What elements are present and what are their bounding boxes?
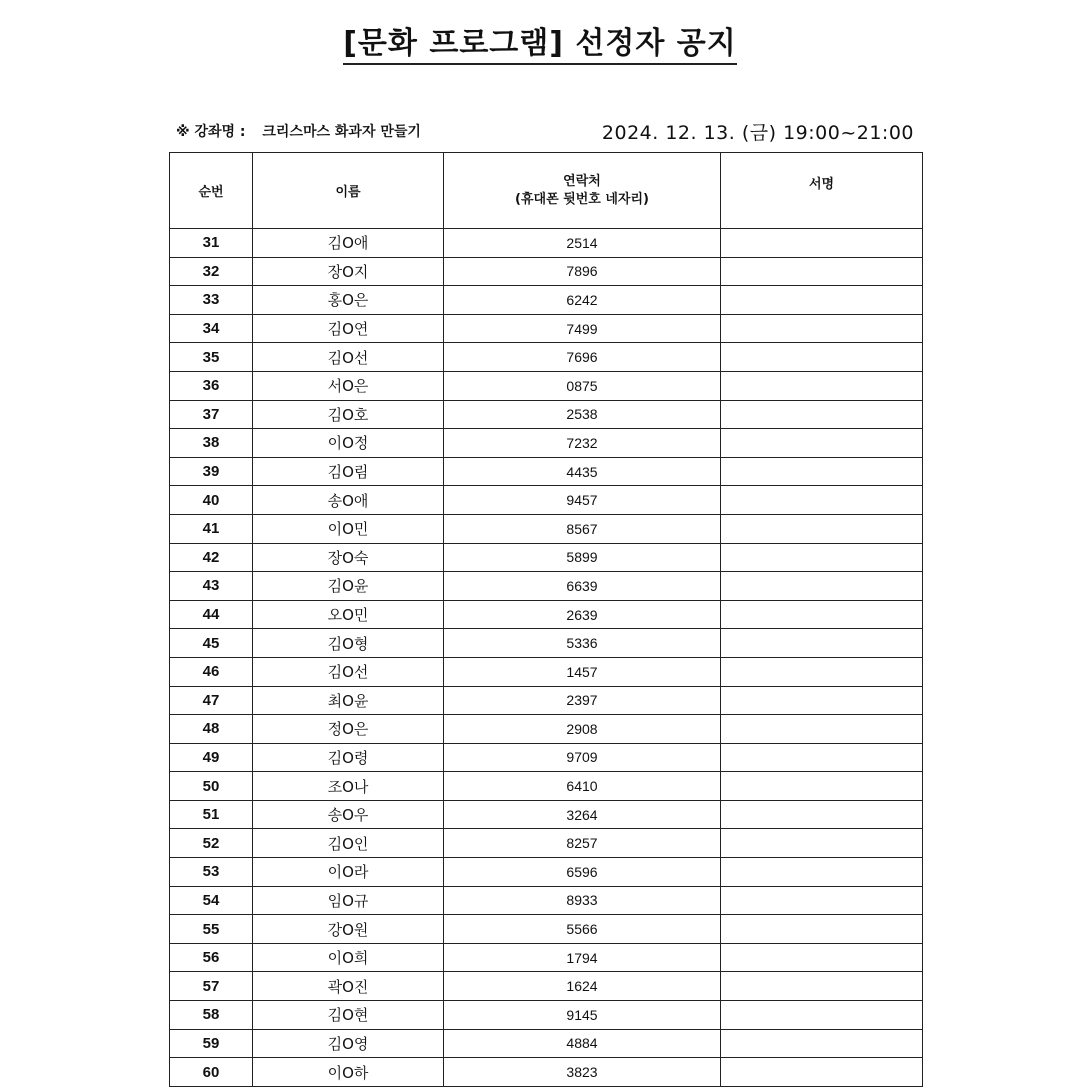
row-phone: 7499 xyxy=(444,314,721,343)
row-phone: 9145 xyxy=(444,1001,721,1030)
row-phone: 5566 xyxy=(444,915,721,944)
row-number: 47 xyxy=(170,686,253,715)
table-row xyxy=(170,829,923,858)
table-row xyxy=(170,514,923,543)
row-phone: 2397 xyxy=(444,686,721,715)
row-signature-cell[interactable] xyxy=(721,943,923,972)
table-row xyxy=(170,486,923,515)
row-signature-cell[interactable] xyxy=(721,657,923,686)
row-phone: 6242 xyxy=(444,286,721,315)
table-row xyxy=(170,686,923,715)
row-name: 김O인 xyxy=(253,829,444,858)
course-info xyxy=(176,121,421,141)
row-signature-cell[interactable] xyxy=(721,1058,923,1087)
row-number: 56 xyxy=(170,943,253,972)
table-row xyxy=(170,1058,923,1087)
row-number: 43 xyxy=(170,572,253,601)
header-contact-line2: (휴대폰 뒷번호 네자리) xyxy=(515,191,649,207)
row-name: 이O정 xyxy=(253,429,444,458)
row-name: 홍O은 xyxy=(253,286,444,315)
row-phone: 1624 xyxy=(444,972,721,1001)
row-name: 김O선 xyxy=(253,343,444,372)
row-name: 김O령 xyxy=(253,743,444,772)
row-signature-cell[interactable] xyxy=(721,886,923,915)
row-phone: 6410 xyxy=(444,772,721,801)
row-phone: 6639 xyxy=(444,572,721,601)
row-phone: 2514 xyxy=(444,229,721,258)
row-signature-cell[interactable] xyxy=(721,572,923,601)
row-number: 54 xyxy=(170,886,253,915)
table-row xyxy=(170,743,923,772)
row-number: 49 xyxy=(170,743,253,772)
table-row xyxy=(170,543,923,572)
row-phone: 1457 xyxy=(444,657,721,686)
row-number: 51 xyxy=(170,800,253,829)
table-row xyxy=(170,457,923,486)
row-phone: 7232 xyxy=(444,429,721,458)
row-phone: 2538 xyxy=(444,400,721,429)
row-phone: 2639 xyxy=(444,600,721,629)
table-row xyxy=(170,1029,923,1058)
row-phone: 0875 xyxy=(444,371,721,400)
row-number: 59 xyxy=(170,1029,253,1058)
row-signature-cell[interactable] xyxy=(721,429,923,458)
row-name: 정O은 xyxy=(253,715,444,744)
row-name: 김O애 xyxy=(253,229,444,258)
table-row xyxy=(170,600,923,629)
row-name: 강O원 xyxy=(253,915,444,944)
row-number: 32 xyxy=(170,257,253,286)
row-phone: 4435 xyxy=(444,457,721,486)
row-number: 55 xyxy=(170,915,253,944)
row-name: 이O라 xyxy=(253,858,444,887)
table-row xyxy=(170,257,923,286)
table-row xyxy=(170,429,923,458)
row-number: 37 xyxy=(170,400,253,429)
row-number: 40 xyxy=(170,486,253,515)
row-signature-cell[interactable] xyxy=(721,514,923,543)
header-signature: 서명 xyxy=(721,153,923,229)
row-number: 50 xyxy=(170,772,253,801)
row-number: 34 xyxy=(170,314,253,343)
course-label: ※ 강좌명 : xyxy=(176,124,246,140)
row-signature-cell[interactable] xyxy=(721,772,923,801)
row-number: 42 xyxy=(170,543,253,572)
row-phone: 8933 xyxy=(444,886,721,915)
row-name: 김O현 xyxy=(253,1001,444,1030)
table-row xyxy=(170,572,923,601)
row-name: 조O나 xyxy=(253,772,444,801)
row-number: 39 xyxy=(170,457,253,486)
table-row xyxy=(170,915,923,944)
row-signature-cell[interactable] xyxy=(721,829,923,858)
row-signature-cell[interactable] xyxy=(721,629,923,658)
row-number: 46 xyxy=(170,657,253,686)
table-row xyxy=(170,800,923,829)
row-name: 김O호 xyxy=(253,400,444,429)
header-name: 이름 xyxy=(253,153,444,229)
course-name: 크리스마스 화과자 만들기 xyxy=(262,124,421,140)
row-number: 60 xyxy=(170,1058,253,1087)
table-row xyxy=(170,400,923,429)
row-number: 38 xyxy=(170,429,253,458)
row-phone: 3264 xyxy=(444,800,721,829)
row-number: 58 xyxy=(170,1001,253,1030)
row-number: 44 xyxy=(170,600,253,629)
header-contact-line1: 연락처 xyxy=(563,173,601,189)
row-name: 김O형 xyxy=(253,629,444,658)
row-phone: 8257 xyxy=(444,829,721,858)
row-number: 31 xyxy=(170,229,253,258)
row-phone: 7696 xyxy=(444,343,721,372)
table-row xyxy=(170,772,923,801)
row-signature-cell[interactable] xyxy=(721,600,923,629)
row-phone: 3823 xyxy=(444,1058,721,1087)
row-signature-cell[interactable] xyxy=(721,343,923,372)
table-row xyxy=(170,1001,923,1030)
row-signature-cell[interactable] xyxy=(721,314,923,343)
row-number: 33 xyxy=(170,286,253,315)
row-name: 이O하 xyxy=(253,1058,444,1087)
row-signature-cell[interactable] xyxy=(721,257,923,286)
row-name: 서O은 xyxy=(253,371,444,400)
row-phone: 5899 xyxy=(444,543,721,572)
event-datetime: 2024. 12. 13. (금) 19:00~21:00 xyxy=(601,122,914,144)
table-row xyxy=(170,858,923,887)
row-number: 45 xyxy=(170,629,253,658)
table-row xyxy=(170,657,923,686)
row-signature-cell[interactable] xyxy=(721,1029,923,1058)
table-row xyxy=(170,715,923,744)
row-name: 김O영 xyxy=(253,1029,444,1058)
row-name: 김O선 xyxy=(253,657,444,686)
table-row xyxy=(170,886,923,915)
row-signature-cell[interactable] xyxy=(721,743,923,772)
row-name: 장O지 xyxy=(253,257,444,286)
row-phone: 7896 xyxy=(444,257,721,286)
table-row xyxy=(170,943,923,972)
row-signature-cell[interactable] xyxy=(721,686,923,715)
page-title xyxy=(0,18,1080,62)
row-name: 곽O진 xyxy=(253,972,444,1001)
table-row xyxy=(170,972,923,1001)
row-phone: 6596 xyxy=(444,858,721,887)
row-phone: 2908 xyxy=(444,715,721,744)
row-phone: 4884 xyxy=(444,1029,721,1058)
row-name: 김O림 xyxy=(253,457,444,486)
row-name: 최O윤 xyxy=(253,686,444,715)
row-signature-cell[interactable] xyxy=(721,800,923,829)
row-signature-cell[interactable] xyxy=(721,229,923,258)
table-row xyxy=(170,343,923,372)
row-number: 52 xyxy=(170,829,253,858)
row-signature-cell[interactable] xyxy=(721,286,923,315)
participants-table xyxy=(169,152,923,1087)
table-row xyxy=(170,371,923,400)
row-phone: 9709 xyxy=(444,743,721,772)
row-phone: 8567 xyxy=(444,514,721,543)
header-number: 순번 xyxy=(170,153,253,229)
row-number: 41 xyxy=(170,514,253,543)
row-signature-cell[interactable] xyxy=(721,543,923,572)
table-row xyxy=(170,286,923,315)
table-row xyxy=(170,629,923,658)
row-name: 이O민 xyxy=(253,514,444,543)
row-name: 송O애 xyxy=(253,486,444,515)
row-name: 김O윤 xyxy=(253,572,444,601)
row-name: 장O숙 xyxy=(253,543,444,572)
row-number: 53 xyxy=(170,858,253,887)
row-signature-cell[interactable] xyxy=(721,915,923,944)
row-name: 김O연 xyxy=(253,314,444,343)
row-name: 오O민 xyxy=(253,600,444,629)
row-number: 57 xyxy=(170,972,253,1001)
row-name: 송O우 xyxy=(253,800,444,829)
header-contact xyxy=(444,153,721,229)
row-number: 36 xyxy=(170,371,253,400)
table-row xyxy=(170,314,923,343)
row-phone: 9457 xyxy=(444,486,721,515)
row-signature-cell[interactable] xyxy=(721,371,923,400)
row-phone: 5336 xyxy=(444,629,721,658)
row-phone: 1794 xyxy=(444,943,721,972)
row-signature-cell[interactable] xyxy=(721,486,923,515)
row-signature-cell[interactable] xyxy=(721,858,923,887)
page-title-text: [문화 프로그램] 선정자 공지 xyxy=(343,26,737,65)
row-signature-cell[interactable] xyxy=(721,715,923,744)
table-row xyxy=(170,229,923,258)
row-signature-cell[interactable] xyxy=(721,400,923,429)
row-signature-cell[interactable] xyxy=(721,972,923,1001)
row-number: 35 xyxy=(170,343,253,372)
row-signature-cell[interactable] xyxy=(721,457,923,486)
row-number: 48 xyxy=(170,715,253,744)
table-header-row xyxy=(170,153,923,229)
row-name: 이O희 xyxy=(253,943,444,972)
row-name: 임O규 xyxy=(253,886,444,915)
row-signature-cell[interactable] xyxy=(721,1001,923,1030)
